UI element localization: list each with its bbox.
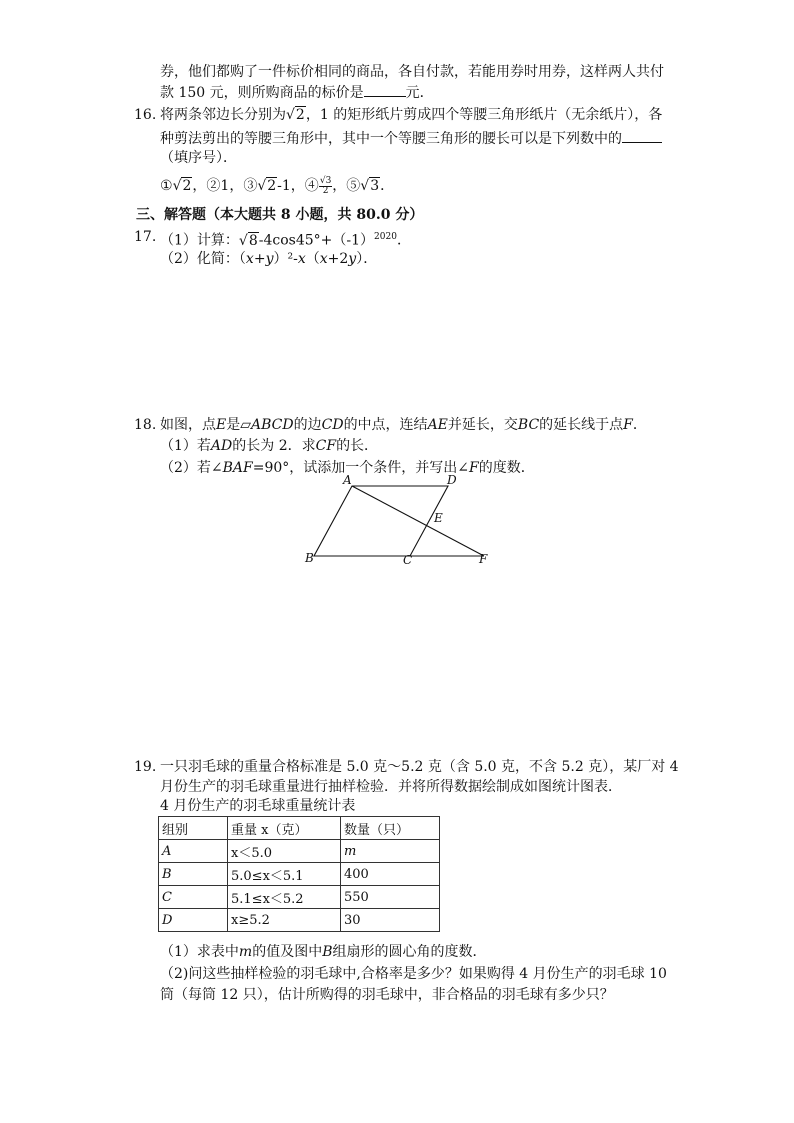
table-cell: x＜5.0 [228, 840, 341, 863]
q18-part1: （1）若AD的长为 2．求CF的长． [160, 438, 379, 454]
table-row [159, 886, 440, 909]
q16-text-c: 种剪法剪出的等腰三角形中，其中一个等腰三角形的腰长可以是下列数中的 [160, 131, 622, 147]
table-cell: C [159, 886, 228, 909]
header-cell: 重量 x（克） [228, 817, 341, 840]
table-cell: 550 [341, 886, 440, 909]
label-E: E [434, 511, 443, 525]
sqrt-2: √2 [257, 178, 277, 194]
line-af [352, 486, 484, 556]
table-cell: 5.0≤x＜5.1 [228, 863, 341, 886]
answer-blank [622, 128, 662, 143]
table-title: 4 月份生产的羽毛球重量统计表 [160, 798, 356, 814]
table-cell: 30 [341, 909, 440, 932]
header-cell: 数量（只） [341, 817, 440, 840]
parallelogram-abcd [314, 486, 448, 556]
q16-text-a: 将两条邻边长分别为 [160, 107, 286, 123]
q19-part1: （1）求表中m的值及图中B组扇形的圆心角的度数． [160, 944, 487, 960]
q17-part1: （1）计算：$√8-4\cos 45^\circ+(-1)^{2020}$． [160, 232, 411, 249]
q17-part2: （2）化简：（x+y）²-x（x+2y）． [160, 251, 378, 267]
table-cell: x≥5.2 [228, 909, 341, 932]
q19-part2-line1: （2)问这些抽样检验的羽毛球中,合格率是多少？如果购得 4 月份生产的羽毛球 10 [160, 966, 667, 982]
fraction-sqrt3-over-2: $\frac{√3}{2}$ [319, 175, 332, 196]
q15-line1: 券，他们都购了一件标价相同的商品，各自付款，若能用券时用券，这样两人共付 [160, 64, 664, 80]
q16-line2 [160, 128, 662, 149]
label-F: F [479, 552, 488, 566]
table-cell: 400 [341, 863, 440, 886]
answer-blank [364, 82, 406, 97]
label-B: B [305, 551, 314, 565]
question-number-17: 17. [134, 229, 157, 245]
q19-line2: 月份生产的羽毛球重量进行抽样检验．并将所得数据绘制成如图统计图表． [160, 779, 622, 795]
parallelogram-diagram [300, 472, 500, 572]
q15-line2 [160, 82, 434, 103]
table-row [159, 909, 440, 932]
header-cell: 组别 [159, 817, 228, 840]
label-C: C [403, 553, 413, 567]
label-D: D [447, 473, 457, 487]
section-title: 三、解答题（本大题共 8 小题，共 80.0 分） [136, 207, 424, 223]
table-cell: 5.1≤x＜5.2 [228, 886, 341, 909]
q19-part2-line2: 筒（每筒 12 只），估计所购得的羽毛球中，非合格品的羽毛球有多少只？ [160, 987, 614, 1003]
q18-part2: （2）若∠BAF=90°，试添加一个条件，并写出∠F的度数． [160, 460, 535, 476]
question-number-18: 18. [134, 417, 157, 433]
q18-stem: 如图，点E是▱ABCD的边CD的中点，连结AE并延长，交BC的延长线于点F． [160, 417, 647, 433]
table-cell: A [159, 840, 228, 863]
question-number-16: 16. [134, 107, 157, 123]
sqrt-2: √2 [172, 178, 192, 194]
question-number-19: 19. [134, 759, 157, 775]
q16-text-b: ，1 的矩形纸片剪成四个等腰三角形纸片（无余纸片），各 [305, 107, 663, 123]
q16-options: ①√2，②1，③√2-1，④ $\frac{√3}{2}$ ，⑤√3． [160, 175, 395, 196]
table-cell: m [341, 840, 440, 863]
q19-line1: 一只羽毛球的重量合格标准是 5.0 克～5.2 克（含 5.0 克，不含 5.2 克），某厂对 4 [160, 759, 679, 775]
table-header-row [159, 817, 440, 840]
sqrt-3: √3 [360, 178, 380, 194]
table-cell: B [159, 863, 228, 886]
table-row [159, 863, 440, 886]
label-A: A [343, 473, 352, 487]
sqrt-8: √8 [238, 232, 258, 249]
q16-line3: （填序号）． [160, 150, 237, 166]
table-cell: D [159, 909, 228, 932]
q15-line2-text: 款 150 元，则所购商品的标价是 [160, 85, 364, 101]
table-row [159, 840, 440, 863]
sqrt-2: √2 [286, 107, 305, 123]
q16-line1 [160, 105, 662, 125]
weight-stats-table [158, 816, 440, 932]
q15-line2-end: 元． [405, 85, 434, 101]
